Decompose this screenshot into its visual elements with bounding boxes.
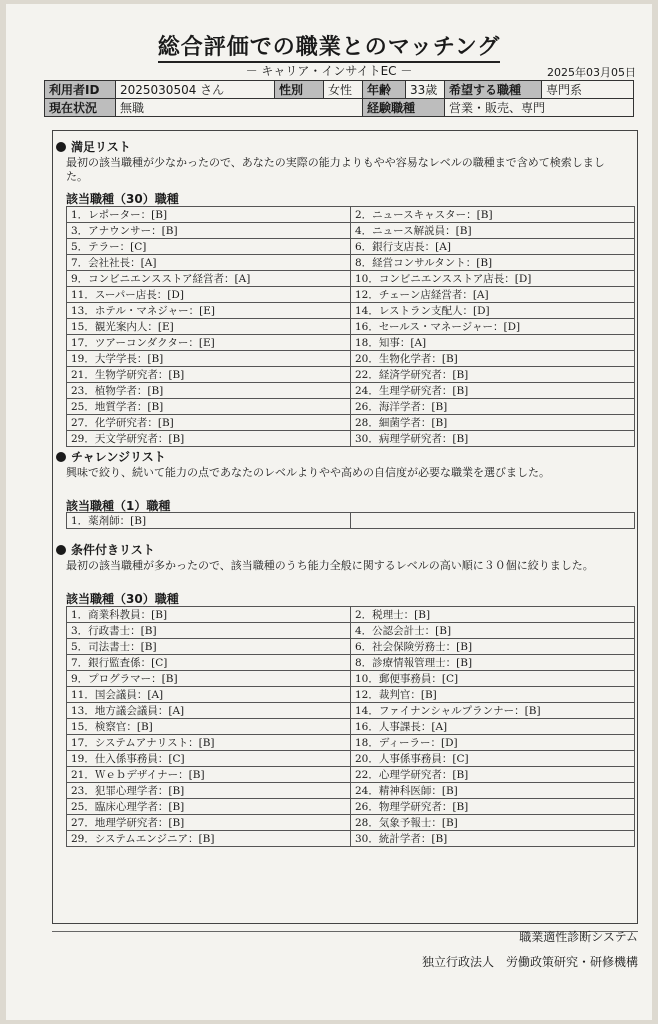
table-row [67, 319, 635, 335]
job-cell: 10．コンビニエンスストア店長：[D] [351, 271, 635, 287]
job-cell: 3．アナウンサー：[B] [67, 223, 351, 239]
job-cell: 5．司法書士：[B] [67, 639, 351, 655]
table-row [67, 703, 635, 719]
bullet-icon [56, 545, 66, 555]
table-row [67, 671, 635, 687]
table-row [67, 719, 635, 735]
job-cell: 17．システムアナリスト：[B] [67, 735, 351, 751]
document-subtitle: － キャリア・インサイトEC － [245, 64, 413, 78]
table-row [67, 383, 635, 399]
satisfied-heading: 満足リスト [56, 138, 131, 155]
job-cell: 30．統計学者：[B] [351, 831, 635, 847]
job-cell: 6．銀行支店長：[A] [351, 239, 635, 255]
table-row [67, 207, 635, 223]
table-row [67, 513, 635, 529]
report-date: 2025年03月05日 [547, 66, 636, 79]
desired-value: 専門系 [542, 81, 634, 99]
job-cell: 24．精神科医師：[B] [351, 783, 635, 799]
job-cell: 12．チェーン店経営者：[A] [351, 287, 635, 303]
job-cell: 20．人事係事務員：[C] [351, 751, 635, 767]
job-cell: 11．スーパー店長：[D] [67, 287, 351, 303]
job-cell: 16．セールス・マネージャー：[D] [351, 319, 635, 335]
satisfied-jobs-table [66, 206, 635, 447]
job-cell: 10．郵便事務員：[C] [351, 671, 635, 687]
conditional-heading: 条件付きリスト [56, 541, 155, 558]
job-cell: 30．病理学研究者：[B] [351, 431, 635, 447]
job-cell: 24．生理学研究者：[B] [351, 383, 635, 399]
table-row [67, 287, 635, 303]
job-cell: 8．診療情報管理士：[B] [351, 655, 635, 671]
user-id-label: 利用者ID [45, 81, 116, 99]
status-label: 現在状況 [45, 99, 116, 117]
job-cell: 15．観光案内人：[E] [67, 319, 351, 335]
footer-org: 独立行政法人 労働政策研究・研修機構 [421, 955, 638, 969]
job-cell: 22．心理学研究者：[B] [351, 767, 635, 783]
job-cell: 20．生物化学者：[B] [351, 351, 635, 367]
conditional-count: 該当職種（30）職種 [66, 592, 179, 606]
gender-label: 性別 [275, 81, 324, 99]
table-row [67, 767, 635, 783]
challenge-jobs-table [66, 512, 635, 529]
table-row [67, 623, 635, 639]
job-cell: 13．地方議会議員：[A] [67, 703, 351, 719]
experience-value: 営業・販売、専門 [445, 99, 634, 117]
job-cell: 17．ツアーコンダクター：[E] [67, 335, 351, 351]
job-cell: 1．薬剤師：[B] [67, 513, 351, 529]
job-cell: 15．検察官：[B] [67, 719, 351, 735]
job-cell: 9．プログラマー：[B] [67, 671, 351, 687]
bullet-icon [56, 452, 66, 462]
job-cell: 6．社会保険労務士：[B] [351, 639, 635, 655]
table-row [67, 655, 635, 671]
table-row [67, 351, 635, 367]
job-cell: 29．システムエンジニア：[B] [67, 831, 351, 847]
table-row [67, 607, 635, 623]
table-row [67, 367, 635, 383]
table-row [67, 239, 635, 255]
job-cell: 2．ニュースキャスター：[B] [351, 207, 635, 223]
user-info-table [44, 80, 634, 117]
table-row [67, 815, 635, 831]
job-cell: 3．行政書士：[B] [67, 623, 351, 639]
footer-system: 職業適性診断システム [519, 930, 638, 944]
satisfied-desc-2: た。 [66, 170, 88, 183]
job-cell: 14．ファイナンシャルプランナー：[B] [351, 703, 635, 719]
table-row [67, 303, 635, 319]
job-cell: 18．知事：[A] [351, 335, 635, 351]
job-cell: 12．裁判官：[B] [351, 687, 635, 703]
job-cell: 19．仕入係事務員：[C] [67, 751, 351, 767]
job-cell: 19．大学学長：[B] [67, 351, 351, 367]
table-row [67, 431, 635, 447]
age-value: 33歳 [406, 81, 445, 99]
user-id-value: 2025030504 さん [116, 81, 275, 99]
job-cell: 21．Ｗｅｂデザイナー：[B] [67, 767, 351, 783]
job-cell: 22．経済学研究者：[B] [351, 367, 635, 383]
challenge-count: 該当職種（1）職種 [66, 499, 171, 513]
challenge-desc: 興味で絞り、続いて能力の点であなたのレベルよりやや高めの自信度が必要な職業を選びました。 [66, 466, 550, 479]
document-title: 総合評価での職業とのマッチング [0, 30, 658, 61]
table-row [67, 735, 635, 751]
table-row [67, 223, 635, 239]
satisfied-count: 該当職種（30）職種 [66, 192, 179, 206]
satisfied-desc-1: 最初の該当職種が少なかったので、あなたの実際の能力よりもやや容易なレベルの職種まで含めて検索しまし [66, 156, 605, 169]
table-row [67, 783, 635, 799]
job-cell: 5．テラー：[C] [67, 239, 351, 255]
table-row [67, 751, 635, 767]
table-row [67, 399, 635, 415]
challenge-heading: チャレンジリスト [56, 448, 166, 465]
job-cell: 7．会社社長：[A] [67, 255, 351, 271]
job-cell: 4．公認会計士：[B] [351, 623, 635, 639]
job-cell: 14．レストラン支配人：[D] [351, 303, 635, 319]
conditional-jobs-table [66, 606, 635, 847]
desired-label: 希望する職種 [445, 81, 542, 99]
job-cell: 16．人事課長：[A] [351, 719, 635, 735]
table-row [67, 415, 635, 431]
job-cell: 1．レポーター：[B] [67, 207, 351, 223]
job-cell: 28．細菌学者：[B] [351, 415, 635, 431]
conditional-desc: 最初の該当職種が多かったので、該当職種のうち能力全般に関するレベルの高い順に３０個に絞りました。 [66, 559, 594, 572]
experience-label: 経験職種 [363, 99, 445, 117]
job-cell: 23．植物学者：[B] [67, 383, 351, 399]
job-cell: 9．コンビニエンスストア経営者：[A] [67, 271, 351, 287]
table-row [67, 335, 635, 351]
bullet-icon [56, 142, 66, 152]
job-cell: 2．税理士：[B] [351, 607, 635, 623]
table-row [67, 271, 635, 287]
job-cell: 25．臨床心理学者：[B] [67, 799, 351, 815]
job-cell: 25．地質学者：[B] [67, 399, 351, 415]
table-row [67, 639, 635, 655]
table-row [67, 799, 635, 815]
table-row [67, 831, 635, 847]
job-cell: 27．地理学研究者：[B] [67, 815, 351, 831]
gender-value: 女性 [324, 81, 363, 99]
job-cell: 4．ニュース解説員：[B] [351, 223, 635, 239]
job-cell: 13．ホテル・マネジャー：[E] [67, 303, 351, 319]
job-cell: 26．物理学研究者：[B] [351, 799, 635, 815]
table-row [67, 687, 635, 703]
job-cell: 7．銀行監査係：[C] [67, 655, 351, 671]
status-value: 無職 [116, 99, 363, 117]
table-row [67, 255, 635, 271]
job-cell [351, 513, 635, 529]
job-cell: 23．犯罪心理学者：[B] [67, 783, 351, 799]
job-cell: 27．化学研究者：[B] [67, 415, 351, 431]
job-cell: 1．商業科教員：[B] [67, 607, 351, 623]
job-cell: 26．海洋学者：[B] [351, 399, 635, 415]
job-cell: 21．生物学研究者：[B] [67, 367, 351, 383]
job-cell: 18．ディーラー：[D] [351, 735, 635, 751]
job-cell: 28．気象予報士：[B] [351, 815, 635, 831]
job-cell: 29．天文学研究者：[B] [67, 431, 351, 447]
job-cell: 8．経営コンサルタント：[B] [351, 255, 635, 271]
age-label: 年齢 [363, 81, 406, 99]
job-cell: 11．国会議員：[A] [67, 687, 351, 703]
